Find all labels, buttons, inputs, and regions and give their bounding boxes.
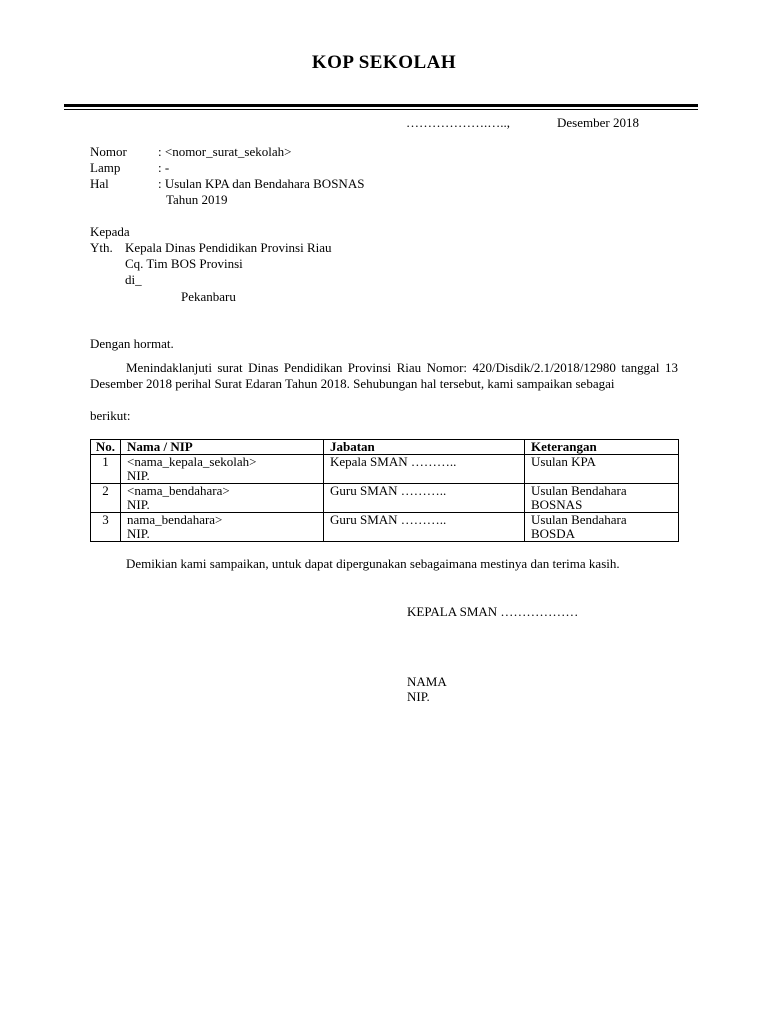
- table-row: [91, 484, 679, 513]
- table-header-no: No.: [91, 440, 121, 455]
- row-jabatan: Guru SMAN ………..: [324, 484, 525, 513]
- row-nama: <nama_kepala_sekolah>: [127, 454, 257, 469]
- table-header-nama: Nama / NIP: [121, 440, 324, 455]
- table-header-keterangan: Keterangan: [525, 440, 679, 455]
- hal-value: : Usulan KPA dan Bendahara BOSNAS: [158, 176, 365, 191]
- row-keterangan: Usulan Bendahara: [531, 512, 627, 527]
- hal-label: Hal: [90, 176, 109, 191]
- row-jabatan: Guru SMAN ………..: [324, 513, 525, 542]
- table-row: [91, 513, 679, 542]
- date-place: ……………….…..,: [406, 115, 510, 130]
- row-keterangan-cell: [525, 513, 679, 542]
- row-keterangan: Usulan Bendahara: [531, 483, 627, 498]
- lamp-label: Lamp: [90, 160, 121, 175]
- recipient-line3: di_: [125, 272, 142, 287]
- table-row: [91, 455, 679, 484]
- row-nip: NIP.: [127, 497, 150, 512]
- letterhead-rule-thin: [64, 109, 698, 110]
- recipient-kepada: Kepada: [90, 224, 130, 239]
- row-nama: nama_bendahara>: [127, 512, 223, 527]
- row-keterangan: Usulan KPA: [531, 454, 596, 469]
- row-jabatan: Kepala SMAN ………..: [324, 455, 525, 484]
- row-keterangan-cell: [525, 484, 679, 513]
- salutation: Dengan hormat.: [90, 336, 174, 351]
- nomor-label: Nomor: [90, 144, 127, 159]
- body-paragraph-end: berikut:: [90, 408, 131, 423]
- letterhead-title: KOP SEKOLAH: [311, 52, 457, 73]
- row-nip: NIP.: [127, 468, 150, 483]
- recipient-line1: Kepala Dinas Pendidikan Provinsi Riau: [125, 240, 332, 255]
- row-nama-cell: [121, 513, 324, 542]
- nomor-value: : <nomor_surat_sekolah>: [158, 144, 292, 159]
- recipient-yth: Yth.: [90, 240, 113, 255]
- recipient-city: Pekanbaru: [181, 289, 236, 304]
- letterhead-rule-thick: [64, 104, 698, 107]
- date-value: Desember 2018: [557, 115, 639, 130]
- row-keterangan-2: BOSDA: [531, 526, 576, 541]
- row-no: 1: [91, 455, 121, 484]
- row-nama: <nama_bendahara>: [127, 483, 230, 498]
- recipient-line2: Cq. Tim BOS Provinsi: [125, 256, 243, 271]
- row-nama-cell: [121, 484, 324, 513]
- row-keterangan-cell: [525, 455, 679, 484]
- row-keterangan-2: BOSNAS: [531, 497, 583, 512]
- signature-title: KEPALA SMAN ………………: [407, 604, 579, 619]
- table-header-row: [91, 440, 679, 455]
- signature-name: NAMA: [407, 674, 447, 689]
- row-nama-cell: [121, 455, 324, 484]
- body-paragraph: Menindaklanjuti surat Dinas Pendidikan Provinsi Riau Nomor: 420/Disdik/2.1/2018/12980 tanggal 13 Desember 2018 perihal Surat Edaran Tahun 2018. Sehubungan hal tersebut, kami sampaikan sebagai: [90, 360, 678, 391]
- row-nip: NIP.: [127, 526, 150, 541]
- usulan-table: [90, 439, 679, 542]
- row-no: 2: [91, 484, 121, 513]
- lamp-value: : -: [158, 160, 170, 175]
- table-header-jabatan: Jabatan: [324, 440, 525, 455]
- row-no: 3: [91, 513, 121, 542]
- closing-paragraph: Demikian kami sampaikan, untuk dapat dipergunakan sebagaimana mestinya dan terima kasih.: [126, 556, 620, 571]
- hal-value-line2: Tahun 2019: [166, 192, 228, 207]
- signature-nip: NIP.: [407, 689, 430, 704]
